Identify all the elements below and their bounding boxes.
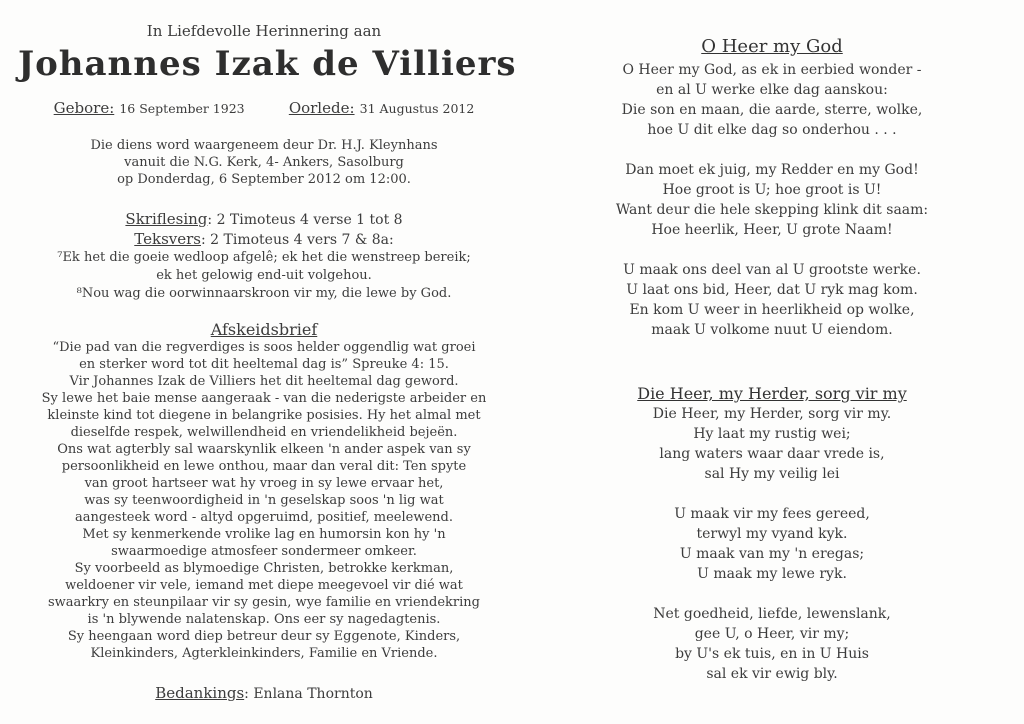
hymn1-line: Hoe heerlik, Heer, U grote Naam! [651, 222, 893, 238]
text-text: : 2 Timoteus 4 vers 7 & 8a: [201, 232, 394, 248]
farewell-line: Sy lewe het baie mense aangeraak - van die nederigste arbeider en [41, 391, 487, 406]
hymn1-line: Dan moet ek juig, my Redder en my God! [625, 162, 919, 178]
hymn2-line: sal ek vir ewig bly. [706, 666, 838, 682]
service-line-1: Die diens word waargeneem deur Dr. H.J. Kleynhans [90, 138, 438, 153]
hymn2-line: U maak vir my fees gereed, [674, 506, 870, 522]
service-line-2: vanuit die N.G. Kerk, 4- Ankers, Sasolburg [124, 155, 404, 170]
reading-row [18, 210, 510, 228]
farewell-line: weldoener vir vele, iemand met diepe meegevoel vir dié wat [65, 578, 463, 593]
dates-row [18, 98, 510, 117]
hymn1-line: Hoe groot is U; hoe groot is U! [662, 182, 882, 198]
hymn1-line: En kom U weer in heerlikheid op wolke, [629, 302, 915, 318]
hymn2-line: Die Heer, my Herder, sorg vir my. [652, 406, 892, 422]
farewell-line: swaarmoedige atmosfeer sondermeer omkeer. [111, 544, 417, 559]
hymn2-line: gee U, o Heer, vir my; [694, 626, 850, 642]
farewell-line: Ons wat agterbly sal waarskynlik elkeen 'n ander aspek van sy [57, 442, 471, 457]
hymn1-title: O Heer my God [701, 36, 843, 57]
born-date: 16 September 1923 [119, 101, 245, 116]
farewell-line: Sy voorbeeld as blymoedige Christen, betrokke kerkman, [74, 561, 454, 576]
farewell-line: en sterker word tot dit heeltemal dag is” Spreuke 4: 15. [79, 357, 449, 372]
hymn2-line: Hy laat my rustig wei; [693, 426, 851, 442]
verse-line: ⁷Ek het die goeie wedloop afgelê; ek het die wenstreep bereik; [57, 250, 471, 265]
farewell-line: kleinste kind tot diegene in belangrike posisies. Hy het almal met [47, 408, 481, 423]
hymn2-line: lang waters waar daar vrede is, [659, 446, 885, 462]
text-row [18, 230, 510, 248]
farewell-line: aangesteek word - altyd opgeruimd, positief, meelewend. [75, 510, 453, 525]
farewell-line: Sy heengaan word diep betreur deur sy Eggenote, Kinders, [67, 629, 461, 644]
farewell-line: van groot hartseer wat hy vroeg in sy lewe ervaar het, [84, 476, 444, 491]
thanks-text: : Enlana Thornton [244, 686, 373, 702]
died-date: 31 Augustus 2012 [359, 101, 475, 116]
text-label: Teksvers [134, 230, 201, 248]
farewell-line: Met sy kenmerkende vrolike lag en humorsin kon hy 'n [82, 527, 446, 542]
hymn1-line: U laat ons bid, Heer, dat U ryk mag kom. [626, 282, 918, 298]
farewell-line: Vir Johannes Izak de Villiers het dit heeltemal dag geword. [69, 374, 459, 389]
hymn1-line: O Heer my God, as ek in eerbied wonder - [622, 62, 922, 78]
hymn1-line: Want deur die hele skepping klink dit saam: [615, 202, 929, 218]
reading-label: Skriflesing [125, 210, 208, 228]
verse-line: ⁸Nou wag die oorwinnaarskroon vir my, die lewe by God. [76, 286, 452, 301]
died-label: Oorlede: [288, 99, 355, 117]
hymn2-line: sal Hy my veilig lei [704, 466, 840, 482]
deceased-name: Johannes Izak de Villiers [18, 44, 517, 84]
farewell-line: dieselfde respek, welwillendheid en vriendelikheid bejeën. [70, 425, 458, 440]
farewell-line: “Die pad van die regverdiges is soos helder oggendlig wat groei [52, 340, 476, 355]
hymn1-line: U maak ons deel van al U grootste werke. [623, 262, 921, 278]
right-column [532, 0, 1012, 724]
verse-line: ek het gelowig end-uit volgehou. [156, 268, 372, 283]
thanks-label: Bedankings [155, 684, 245, 702]
hymn2-line: by U's ek tuis, en in U Huis [675, 646, 869, 662]
farewell-line: persoonlikheid en lewe onthou, maar dan veral dit: Ten spyte [61, 459, 467, 474]
intro-line: In Liefdevolle Herinnering aan [146, 22, 382, 40]
farewell-line: Kleinkinders, Agterkleinkinders, Familie en Vriende. [90, 646, 438, 661]
farewell-title: Afskeidsbrief [210, 320, 318, 339]
hymn2-line: U maak van my 'n eregas; [679, 546, 865, 562]
farewell-line: was sy teenwoordigheid in 'n geselskap soos 'n lig wat [84, 493, 444, 508]
farewell-line: is 'n blywende nalatenskap. Ons eer sy nagedagtenis. [87, 612, 441, 627]
hymn1-line: maak U volkome nuut U eiendom. [651, 322, 893, 338]
hymn1-line: en al U werke elke dag aanskou: [656, 82, 888, 98]
hymn2-line: U maak my lewe ryk. [697, 566, 847, 582]
hymn2-title: Die Heer, my Herder, sorg vir my [637, 384, 907, 403]
hymn2-line: terwyl my vyand kyk. [696, 526, 848, 542]
born-label: Gebore: [53, 99, 115, 117]
hymn1-line: hoe U dit elke dag so onderhou . . . [647, 122, 897, 138]
thanks-row [18, 684, 510, 702]
reading-text: : 2 Timoteus 4 verse 1 tot 8 [207, 212, 403, 228]
farewell-line: swaarkry en steunpilaar vir sy gesin, wye familie en vriendekring [47, 595, 480, 610]
hymn1-line: Die son en maan, die aarde, sterre, wolke, [621, 102, 923, 118]
hymn2-line: Net goedheid, liefde, lewenslank, [653, 606, 891, 622]
left-column [18, 0, 517, 724]
service-line-3: op Donderdag, 6 September 2012 om 12:00. [117, 172, 411, 187]
